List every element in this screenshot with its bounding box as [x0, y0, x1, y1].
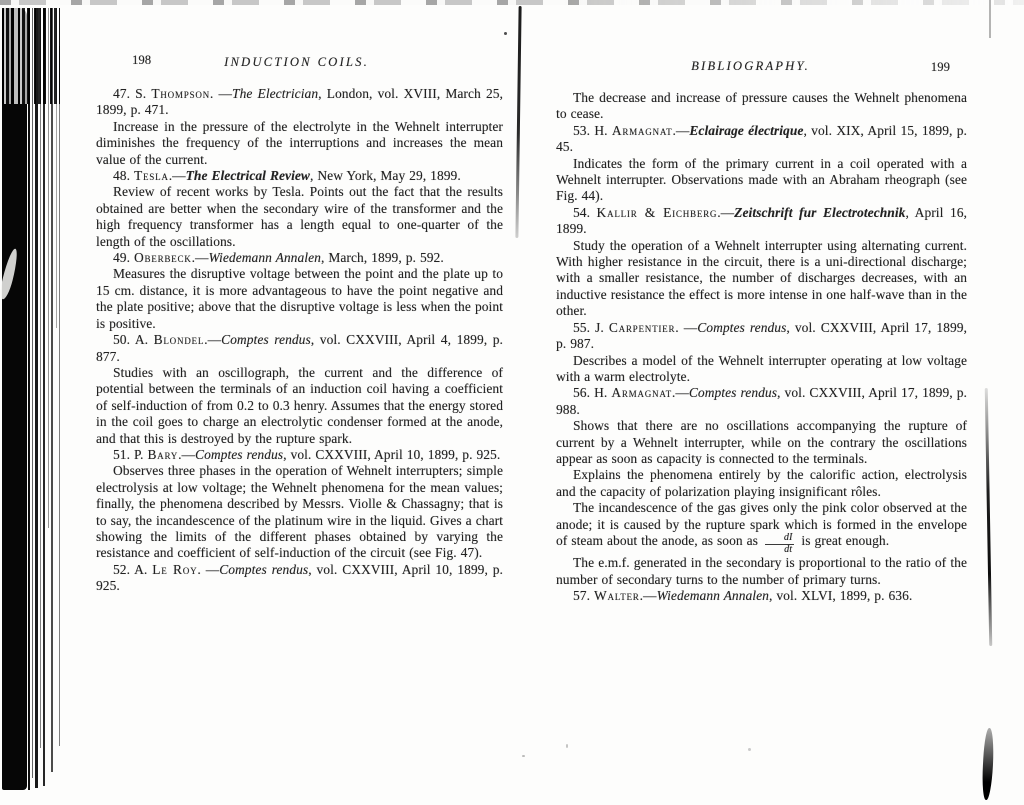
body-paragraph — [556, 555, 967, 588]
text-run: . — — [675, 319, 698, 335]
bibliography-entry — [556, 588, 967, 604]
text-run: 52. A. — [113, 561, 153, 577]
text-run: Describes a model of the Wehnelt interrupter operating at low voltage with a warm electrolyte. — [556, 352, 967, 384]
text-run: Zeitschrift fur Electrotechnik — [734, 204, 906, 220]
text-run: Review of recent works by Tesla. Points out the fact that the results obtained are better when the secondary wire of the transformer and the high frequency transformer has a length equal to one-quarter of the length of the oscillations. — [96, 184, 503, 249]
text-run: .— — [191, 250, 209, 266]
text-run: Blondel — [153, 332, 205, 348]
text-run: Thompson — [151, 86, 210, 101]
scan-gutter-line — [515, 6, 521, 238]
text-run: , vol. CXXVIII, April 10, 1899, p. 925. — [283, 446, 501, 462]
bibliography-entry — [96, 332, 503, 365]
text-run: , vol. XIX, April 15, 1899, p. 45. — [556, 122, 967, 155]
text-run: 53. H. — [573, 122, 612, 138]
scan-speck — [522, 755, 525, 757]
right-page-body — [556, 90, 967, 605]
text-run: 55. J. — [573, 319, 609, 335]
text-run: .— — [178, 446, 196, 462]
text-run: Comptes rendus — [195, 446, 284, 462]
bibliography-entry — [556, 123, 967, 156]
text-run: The decrease and increase of pressure causes the Wehnelt phenomena to cease. — [556, 90, 967, 122]
scan-binding-streaks — [2, 8, 60, 104]
text-run: Walter — [594, 588, 640, 604]
text-run: .— — [717, 204, 735, 220]
scan-binding-artifact — [2, 8, 27, 790]
didt-fraction: $\frac{dI}{dt}$ — [765, 533, 795, 555]
right-running-head: BIBLIOGRAPHY. — [691, 59, 810, 73]
left-page — [96, 52, 503, 595]
text-run: Bary — [147, 446, 179, 462]
text-run: Comptes rendus — [219, 561, 309, 577]
right-page-header — [556, 56, 967, 90]
scan-speck — [504, 32, 507, 35]
text-run: Measures the disruptive voltage between the point and the plate up to 15 cm. distance, it is more advantageous to have the point negative and the plate positive; above that the disruptive voltage is less when the point is positive. — [96, 266, 503, 331]
left-page-number: 198 — [132, 53, 152, 67]
text-run: Wiedemann Annalen — [208, 250, 321, 266]
scan-streak — [32, 8, 33, 778]
text-run: 50. A. — [113, 332, 154, 348]
text-run: , vol. XLVI, 1899, p. 636. — [768, 588, 913, 604]
bibliography-entry — [96, 447, 503, 463]
scan-streak — [56, 8, 57, 328]
text-run: .— — [168, 168, 186, 184]
text-run: Studies with an oscillograph, the current and the difference of potential between the terminals of an induction coil having a coefficient of self-induction of from 0.2 to 0.3 henry. Assumes that the energy stored in the coil goes to charge an electrolytic condenser formed at the anode, and that this is destroyed by the rupture spark. — [96, 364, 503, 446]
body-paragraph — [556, 500, 967, 555]
scan-streak — [59, 46, 60, 746]
scan-streak — [40, 8, 41, 748]
scan-speck — [566, 744, 568, 748]
text-run: Wiedemann Annalen — [656, 588, 769, 604]
text-run: , vol. CXXVIII, April 17, 1899, p. 987. — [556, 319, 967, 352]
text-run: 51. P. — [113, 446, 148, 462]
text-run: . — — [197, 561, 220, 577]
text-run: .— — [672, 122, 690, 138]
text-run: Le Roy — [152, 561, 198, 577]
text-run: , London, vol. XVIII, March 25, 1899, p. 471. — [96, 86, 504, 118]
text-run: The incandescence of the gas gives only the pink color observed at the anode; it is caused by the rupture spark which is formed in the envelope of steam about the anode, as soon as — [556, 500, 967, 548]
text-run: Kallir & Eichberg — [596, 204, 718, 220]
text-run: 48. — [113, 168, 134, 184]
text-run: 54. — [573, 204, 597, 220]
text-run: The Electrical Review — [185, 168, 310, 184]
body-paragraph — [556, 156, 967, 205]
text-run: , vol. CXXVIII, April 10, 1899, p. 925. — [96, 561, 504, 594]
bibliography-entry — [556, 205, 967, 238]
text-run: 47. S. — [113, 86, 152, 101]
text-run: .— — [204, 332, 222, 348]
scan-binding-notch — [0, 248, 20, 301]
text-run: Comptes rendus — [688, 385, 778, 401]
text-run: , New York, May 29, 1899. — [309, 168, 461, 184]
text-run: .— — [671, 385, 689, 401]
scan-streak — [28, 8, 30, 790]
body-paragraph — [556, 418, 967, 467]
body-paragraph — [556, 353, 967, 386]
bibliography-entry — [96, 562, 503, 595]
text-run: Comptes rendus — [221, 332, 311, 348]
text-run: Shows that there are no oscillations accompanying the rupture of current by a Wehnelt interrupter, while on the contrary the oscillations appear as soon as capacity is connected to the terminals. — [556, 418, 967, 466]
text-run: , vol. CXXVIII, April 17, 1899, p. 988. — [556, 385, 967, 417]
text-run: The Electrician — [232, 86, 319, 101]
scan-streak — [48, 8, 49, 528]
body-paragraph — [96, 266, 503, 332]
body-paragraph — [96, 463, 503, 561]
text-run: .— — [639, 588, 657, 604]
bibliography-entry — [96, 86, 503, 119]
bibliography-entry — [556, 320, 967, 353]
bibliography-entry — [556, 385, 967, 418]
text-run: 56. H. — [573, 385, 612, 401]
text-run: Observes three phases in the operation of Wehnelt interrupters; simple electrolysis at low voltage; the Wehnelt phenomena for the mean values; finally, the phenomena described by Messrs. Violle & Chassagny; that is to say, the incandescence of the platinum wire in the liquid. Gives a chart showing the limits of the different phases obtained by varying the resistance and coefficient of self-induction of the circuit (see Fig. 47). — [96, 463, 503, 561]
bibliography-entry — [96, 250, 503, 266]
text-run: Explains the phenomena entirely by the calorific action, electrolysis and the capacity of polarization playing insignificant rôles. — [556, 467, 967, 499]
left-running-head: INDUCTION COILS. — [224, 55, 369, 69]
left-page-header — [96, 52, 503, 86]
right-page-number: 199 — [930, 60, 950, 74]
text-run: , April 16, 1899. — [556, 204, 967, 237]
scan-streak — [43, 8, 45, 786]
text-run: Tesla — [134, 168, 169, 184]
text-run: Study the operation of a Wehnelt interrupter using alternating current. With higher resistance in the circuit, there is a uni-directional discharge; with a smaller resistance, the number of discharges decreases, with an inductive resistance the effect is more intense in one half-wave than in the other. — [556, 237, 967, 319]
body-paragraph — [96, 184, 503, 250]
scan-top-edge-artifact — [0, 0, 1024, 5]
scan-streak — [51, 8, 53, 772]
body-paragraph — [96, 365, 503, 447]
text-run: Armagnat — [611, 122, 673, 138]
text-run: The e.m.f. generated in the secondary is proportional to the ratio of the number of secondary turns to the number of primary turns. — [556, 555, 967, 587]
text-run: Armagnat — [611, 385, 672, 401]
text-run: , vol. CXXVIII, April 4, 1899, p. 877. — [96, 332, 503, 364]
text-run: Comptes rendus — [697, 319, 787, 335]
scan-speck — [748, 748, 751, 751]
body-paragraph — [96, 119, 503, 168]
text-run: , March, 1899, p. 592. — [320, 250, 444, 266]
text-run: Carpentier — [608, 319, 676, 335]
body-paragraph — [556, 90, 967, 123]
text-run: Oberbeck — [134, 250, 192, 266]
text-run: 49. — [113, 250, 134, 266]
text-run: Increase in the pressure of the electrolyte in the Wehnelt interrupter diminishes the frequency of the interruptions and increases the mean value of the current. — [96, 118, 503, 167]
scan-streak — [35, 8, 38, 788]
right-page — [556, 56, 967, 605]
scan-right-edge-artifact — [985, 388, 993, 646]
body-paragraph — [556, 238, 967, 320]
text-run: Eclairage électrique — [689, 122, 804, 138]
body-paragraph — [556, 467, 967, 500]
text-run: . — — [209, 86, 233, 101]
bibliography-entry — [96, 168, 503, 184]
scan-right-edge-artifact — [981, 728, 995, 800]
text-run: 57. — [573, 588, 594, 604]
text-run: Indicates the form of the primary current in a coil operated with a Wehnelt interrupter. Observations made with an Abraham rheograph (see Fig. 44). — [556, 155, 967, 204]
left-page-body — [96, 86, 503, 595]
scan-right-edge-artifact — [989, 0, 991, 38]
text-run: is great enough. — [797, 532, 890, 548]
